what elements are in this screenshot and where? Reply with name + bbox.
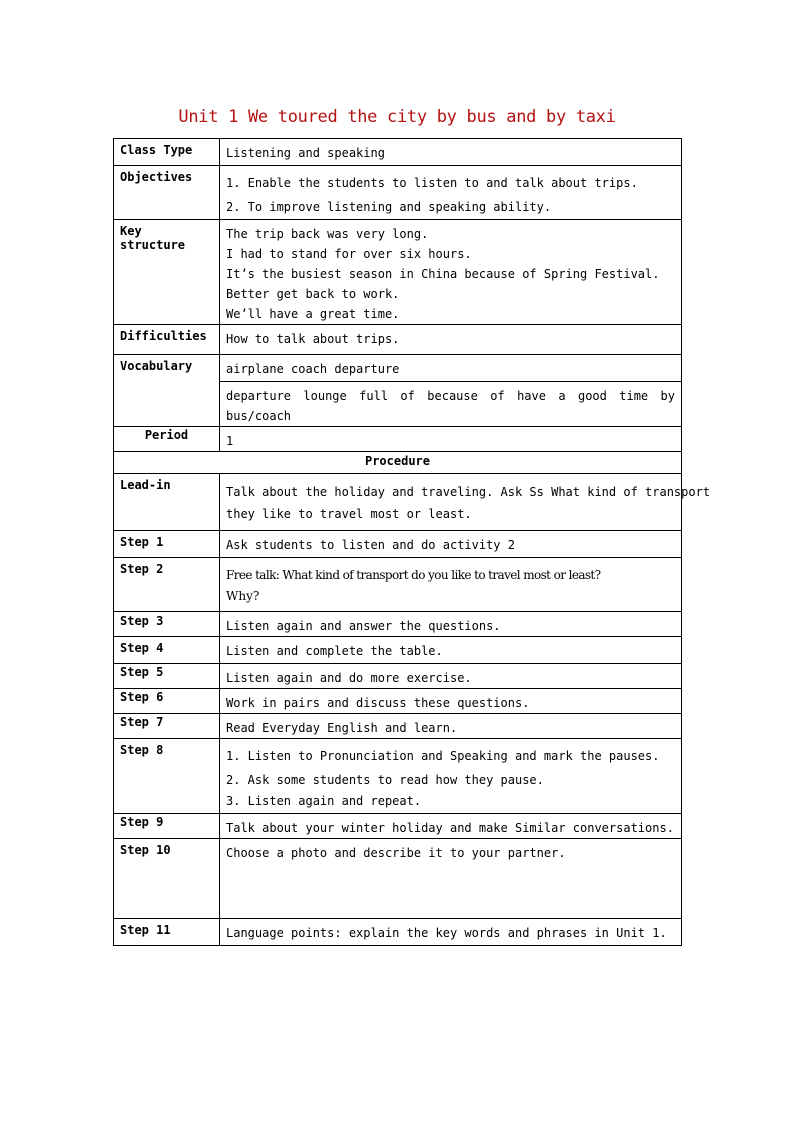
vocabulary-words: airplane coach departure bbox=[226, 362, 400, 376]
vocabulary-phrases: departure lounge full of because of have a good time by bbox=[226, 389, 675, 403]
vocabulary-phrases-cont: bus/coach bbox=[226, 409, 292, 423]
step-row bbox=[114, 612, 682, 637]
key-structure-item: The trip back was very long. bbox=[226, 227, 429, 241]
class-type-label: Class Type bbox=[114, 139, 220, 166]
step-label: Step 3 bbox=[114, 612, 220, 637]
difficulties-label: Difficulties bbox=[114, 325, 220, 355]
key-structure-label: Key structure bbox=[114, 220, 220, 325]
step-label: Step 7 bbox=[114, 714, 220, 739]
step-text: Language points: explain the key words and phrases in Unit 1. bbox=[226, 926, 667, 940]
step-label: Step 10 bbox=[114, 839, 220, 919]
procedure-row bbox=[114, 452, 682, 474]
step-label: Step 1 bbox=[114, 531, 220, 558]
step-text: Free talk: What kind of transport do you like to travel most or least? bbox=[226, 568, 601, 582]
step-row bbox=[114, 814, 682, 839]
step-text: Work in pairs and discuss these questions. bbox=[226, 696, 530, 710]
step-text: Why? bbox=[226, 589, 260, 603]
difficulties-value: How to talk about trips. bbox=[226, 332, 400, 346]
step-row bbox=[114, 689, 682, 714]
step-label: Step 6 bbox=[114, 689, 220, 714]
step-text: Choose a photo and describe it to your partner. bbox=[226, 846, 566, 860]
step-text: 3. Listen again and repeat. bbox=[226, 794, 422, 808]
step-row bbox=[114, 637, 682, 664]
step-row bbox=[114, 839, 682, 919]
vocabulary-row bbox=[114, 355, 682, 382]
class-type-row bbox=[114, 139, 682, 166]
step-text: Listen again and do more exercise. bbox=[226, 671, 472, 685]
procedure-heading: Procedure bbox=[114, 452, 682, 474]
step-label: Step 5 bbox=[114, 664, 220, 689]
period-row bbox=[114, 427, 682, 452]
step-row bbox=[114, 474, 682, 531]
step-label: Step 9 bbox=[114, 814, 220, 839]
step-row bbox=[114, 714, 682, 739]
step-row bbox=[114, 919, 682, 946]
page-title: Unit 1 We toured the city by bus and by taxi bbox=[178, 107, 616, 127]
step-text: they like to travel most or least. bbox=[226, 507, 472, 521]
step-label: Step 2 bbox=[114, 558, 220, 612]
step-row bbox=[114, 558, 682, 612]
key-structure-item: It’s the busiest season in China because of Spring Festival. bbox=[226, 267, 660, 281]
step-label: Step 11 bbox=[114, 919, 220, 946]
step-text: 1. Listen to Pronunciation and Speaking and mark the pauses. bbox=[226, 749, 660, 763]
key-structure-row bbox=[114, 220, 682, 325]
key-structure-item: Better get back to work. bbox=[226, 287, 400, 301]
step-label: Step 4 bbox=[114, 637, 220, 664]
lesson-plan-table bbox=[113, 138, 711, 946]
objective-item: 2. To improve listening and speaking ability. bbox=[226, 200, 552, 214]
vocabulary-label: Vocabulary bbox=[114, 355, 220, 427]
period-label: Period bbox=[114, 427, 220, 452]
key-structure-item: We’ll have a great time. bbox=[226, 307, 400, 321]
step-row bbox=[114, 531, 682, 558]
step-text: Talk about your winter holiday and make Similar conversations. bbox=[226, 821, 674, 835]
step-text: Listen again and answer the questions. bbox=[226, 619, 501, 633]
step-text: Read Everyday English and learn. bbox=[226, 721, 458, 735]
step-text: Talk about the holiday and traveling. Ask Ss What kind of transport bbox=[226, 485, 711, 499]
key-structure-item: I had to stand for over six hours. bbox=[226, 247, 472, 261]
step-text: Listen and complete the table. bbox=[226, 644, 443, 658]
step-text: 2. Ask some students to read how they pause. bbox=[226, 773, 544, 787]
step-label: Step 8 bbox=[114, 739, 220, 814]
class-type-value: Listening and speaking bbox=[226, 146, 385, 160]
step-label: Lead-in bbox=[114, 474, 220, 531]
step-row bbox=[114, 664, 682, 689]
step-row bbox=[114, 739, 682, 814]
difficulties-row bbox=[114, 325, 682, 355]
period-value: 1 bbox=[226, 434, 234, 448]
objectives-label: Objectives bbox=[114, 166, 220, 220]
step-text: Ask students to listen and do activity 2 bbox=[226, 538, 515, 552]
objectives-row bbox=[114, 166, 682, 220]
objective-item: 1. Enable the students to listen to and talk about trips. bbox=[226, 176, 638, 190]
